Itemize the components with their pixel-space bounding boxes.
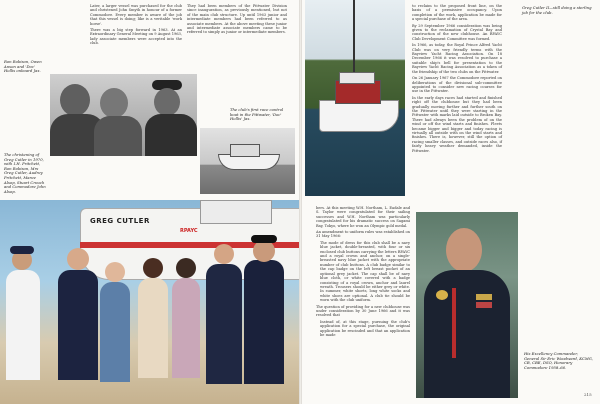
caption-portrait: His Excellency Commander, General Sir Eric Woodward, KCMG, CB, CBE, DSO, Honorary Commodore 1958–66. bbox=[524, 351, 593, 370]
left-text-col1 bbox=[90, 4, 182, 48]
boat-registration: RPAYC bbox=[180, 228, 198, 234]
photo-greg-cutler-ii bbox=[305, 0, 405, 196]
photo-christening-greg-cutler bbox=[0, 200, 299, 404]
book-gutter bbox=[299, 0, 302, 404]
caption-top-left: Ron Robison, Owen Anson and 'Doc' Hollis onboard Jax. bbox=[4, 59, 42, 74]
left-text-col2 bbox=[187, 4, 287, 37]
paragraph: The question of providing for a new clubhouse was under consideration by 30 June 1966 and it was resolved that bbox=[316, 304, 410, 318]
paragraph: By 29 September 1966 consideration was being given to the reclamation of Crystal Bay and construction of the new clubhouse. An RPAYC Club Development Committee was formed. bbox=[412, 23, 502, 41]
photo-race-boat bbox=[200, 128, 295, 194]
caption-boat-photo: The club's first race control boat in the Pittwater, 'Doc' Hollis' Jax. bbox=[230, 107, 284, 122]
photo-portrait-commodore bbox=[416, 212, 518, 398]
photo-three-men bbox=[50, 74, 197, 156]
paragraph: The mode of dress for this club shall be a navy blue jacket, double-breasted, with four or six enclosed club buttons carrying the letters RPAYC and a royal crown and anchor, on a single-breasted navy blue jacket with the appropriate number of club buttons. A club badge similar to the cap badge on the left breast pocket of an optional grey jacket. The cap shall be of navy blue cloth, or white covered with a badge consisting of a royal crown, anchor and laurel wreath. Trousers should be either grey or white. In summer, white shorts, long white socks and white shoes are optional. A club tie should be worn with the club uniform. bbox=[320, 240, 410, 303]
caption-christening: The christening of Greg Cutler in 1970, with I.H. Pritchett, Ron Robison, Mrs Greg Cutler, Audrey Pritchett, Maree Alsop, Stuart Crouch and Commodore John Alsop. bbox=[4, 152, 46, 194]
paragraph: They had been members of the Pittwater Division since inauguration, as previously mentioned, but not of the main club structure. Up until 1963 junior and intermediate members had been referred to as associate members. At the above meeting these junior and intermediate associate members came to be referred to simply as junior or intermediate members. bbox=[187, 4, 287, 35]
paragraph: Instead of, at this stage, pursuing the club's application for a special purchase, the original application be rescinded and that an application be made bbox=[320, 319, 410, 337]
paragraph: In the early days races had started and finished right off the clubhouse but they had been gradually moving further and further south on the Pittwater until they were starting in the Pittwater with marks laid outside to Broken Bay. There had always been the problem of on the wind or off the wind starts and finishes. Fleets became bigger and bigger and today racing is virtually all outside with on the wind starts and finishes. There is, however, still the option of racing smaller classes, and outside races also, if fairly heavy weather demanded, inside the Pittwater. bbox=[412, 95, 502, 153]
paragraph: to reclaim to the proposed front line, on the basis of a permissive occupancy. Upon completion of the work, application be made for a special purchase of the area. bbox=[412, 4, 502, 22]
paragraph: An amendment to uniform rules was established on 31 May 1966: bbox=[316, 230, 410, 239]
paragraph: bers. At this meeting W.H. Northam, L. Eadale and S. Taylor were congratulated for their sailing successes and W.H. Northam was particularly congratulated for his dramatic success on Sagami Bay, Tokyo, where he won an Olympic gold medal. bbox=[316, 206, 410, 228]
paragraph: In 1966, as today, the Royal Prince Alfred Yacht Club was on very friendly terms with the Bayview Yacht Racing Association. On 18 December 1966 it was resolved to purchase a suitable ship's bell for presentation to the Bayview Yacht Racing Association as a token of the friendship of the two clubs on the Pittwater. bbox=[412, 43, 502, 74]
right-text-col1 bbox=[412, 4, 502, 155]
paragraph: On 26 January 1967 the Commodore reported on deliberations of the divisional sub-committee appointed to consider new racing courses for use in the Pittwater. bbox=[412, 76, 502, 94]
boat-name-lettering: GREG CUTLER bbox=[90, 217, 150, 225]
right-text-col3 bbox=[316, 206, 410, 339]
paragraph: Later, a larger vessel was purchased for the club and christened John Smyth in honour of a former Commodore. Every member is aware of the job that this vessel is doing; like is a veritable 'work horse'. bbox=[90, 4, 182, 26]
caption-greg-cutler-ii: Greg Cutler II—still doing a sterling job for the club. bbox=[522, 5, 592, 15]
paragraph: There was a big step forward in 1963. At an Extraordinary General Meeting on 9 August 1963, lady associate members were accepted into the club. bbox=[90, 28, 182, 46]
page-number: 215 bbox=[584, 392, 592, 397]
